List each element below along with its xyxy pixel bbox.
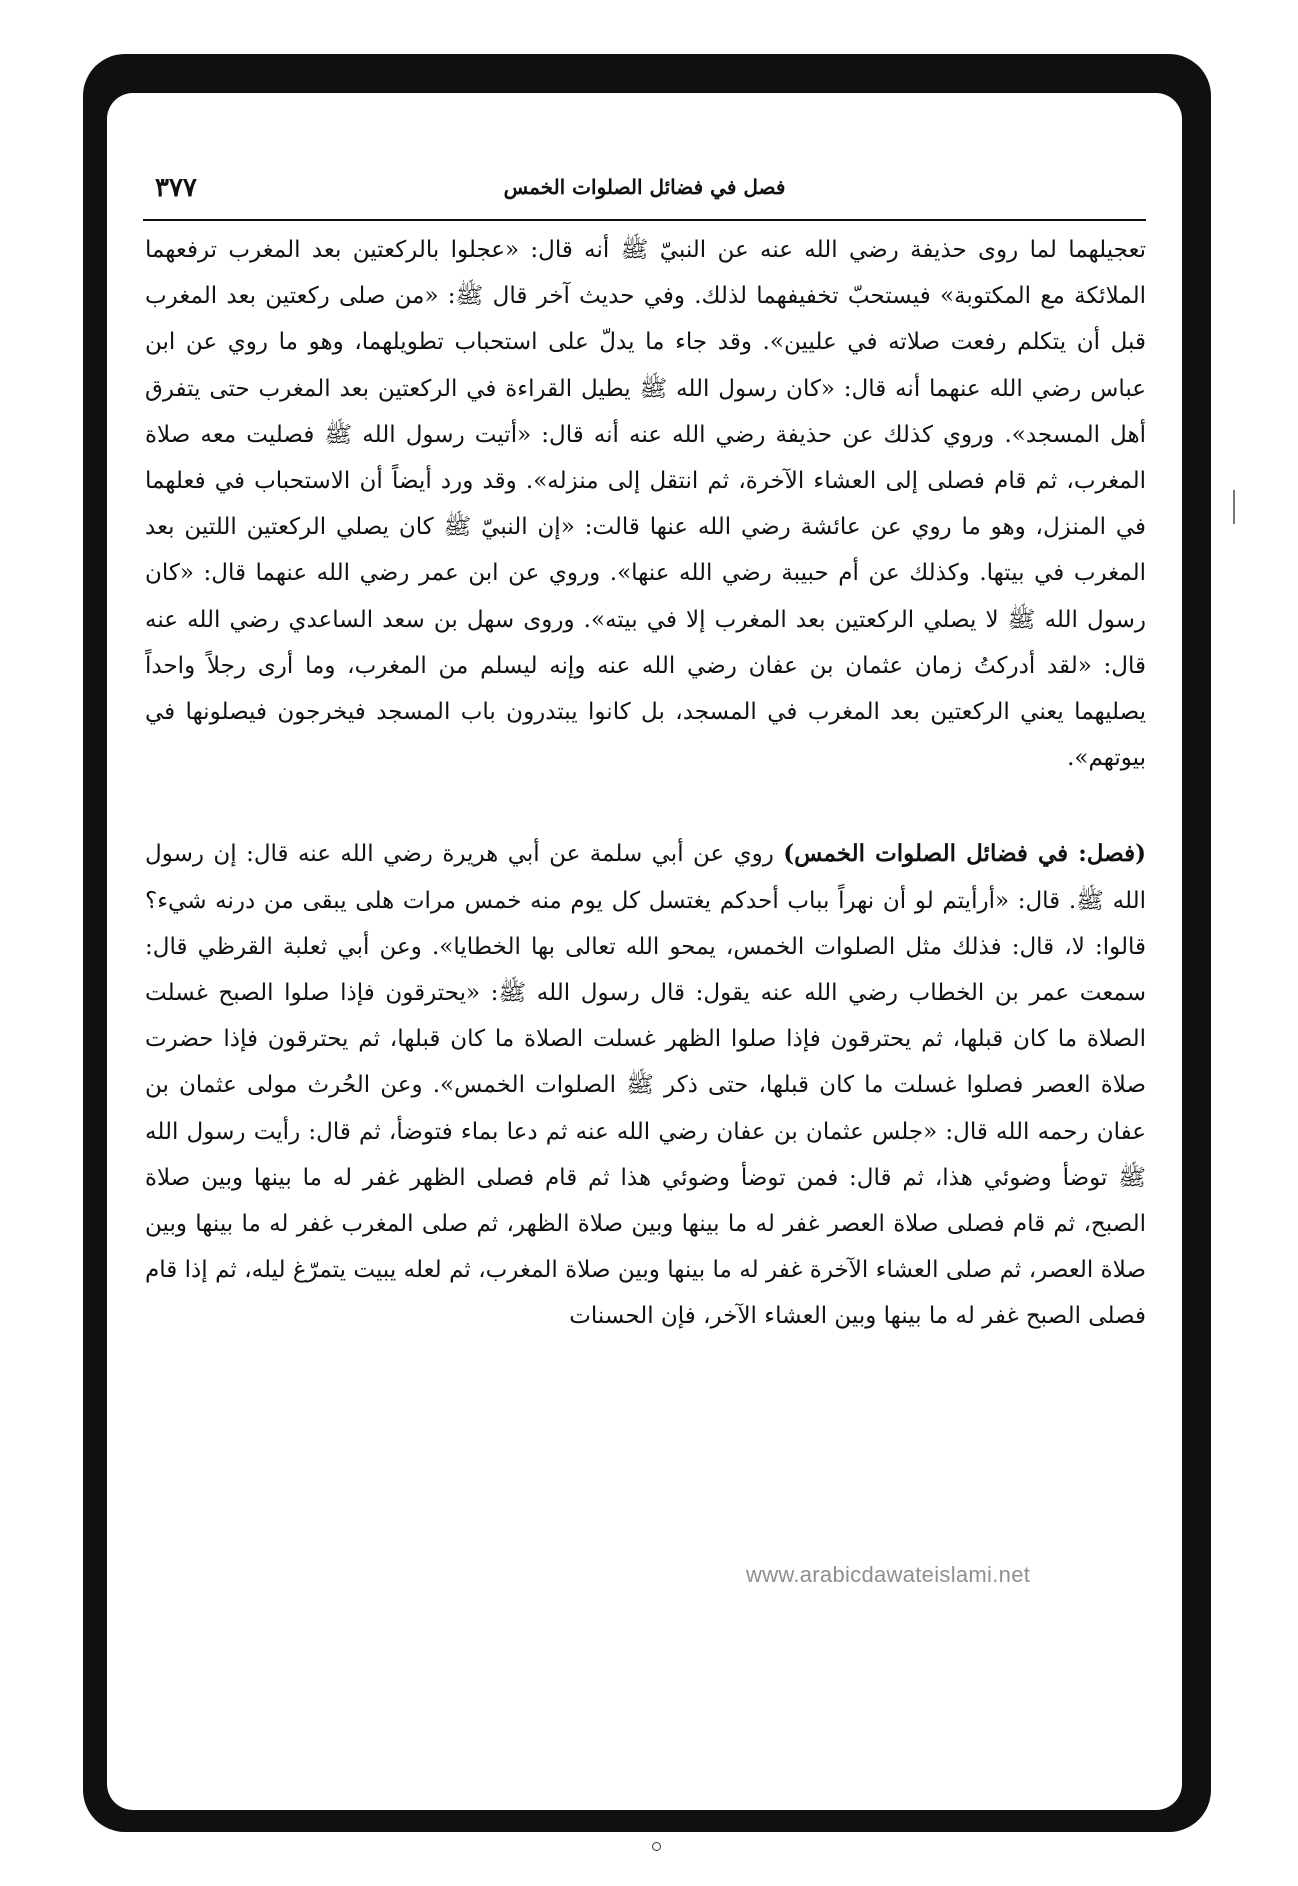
running-header — [143, 171, 1146, 213]
scan-edge-mark — [1233, 490, 1235, 524]
section-heading: (فصل: في فضائل الصلوات الخمس) — [783, 840, 1146, 868]
paragraph-1-text: تعجيلهما لما روى حذيفة رضي الله عنه عن النبيّ ﷺ أنه قال: «عجلوا بالركعتين بعد المغرب ترفعهما الملائكة مع المكتوبة» فيستحبّ تخفيفهما لذلك. وفي حديث آخر قال ﷺ: «من صلى ركعتين بعد المغرب قبل أن يتكلم رفعت صلاته في عليين». وقد جاء ما يدلّ على استحباب تطويلهما، وهو ما روي عن ابن عباس رضي الله عنهما أنه قال: «كان رسول الله ﷺ يطيل القراءة في الركعتين بعد المغرب حتى يتفرق أهل المسجد». وروي كذلك عن حذيفة رضي الله عنه أنه قال: «أتيت رسول الله ﷺ فصليت معه صلاة المغرب، ثم قام فصلى إلى العشاء الآخرة، ثم انتقل إلى منزله». وقد ورد أيضاً أن الاستحباب في فعلهما في المنزل، وهو ما روي عن عائشة رضي الله عنها قالت: «إن النبيّ ﷺ كان يصلي الركعتين اللتين بعد المغرب في بيتها. وكذلك عن أم حبيبة رضي الله عنها». وروي عن ابن عمر رضي الله عنهما قال: «كان رسول الله ﷺ لا يصلي الركعتين بعد المغرب إلا في بيته». وروى سهل بن سعد الساعدي رضي الله عنه قال: «لقد أدركتُ زمان عثمان بن عفان رضي الله عنه وإنه ليسلم من المغرب، وما أرى رجلاً واحداً يصليهما يعني الركعتين بعد المغرب في المسجد، بل كانوا يبتدرون باب المسجد فيخرجون فيصلونها في بيوتهم». — [145, 237, 1146, 772]
book-page — [107, 93, 1182, 1810]
site-watermark: www.arabicdawateislami.net — [746, 1562, 1031, 1587]
header-title: فصل في فضائل الصلوات الخمس — [503, 175, 786, 199]
paragraph-1 — [145, 227, 1146, 781]
paragraph-2 — [145, 831, 1146, 1339]
paragraph-2-text: روي عن أبي سلمة عن أبي هريرة رضي الله عنه قال: إن رسول الله ﷺ. قال: «أرأيتم لو أن نهراً بباب أحدكم يغتسل كل يوم منه خمس مرات هلى يبقى من درنه شيء؟ قالوا: لا، قال: فذلك مثل الصلوات الخمس، يمحو الله تعالى بها الخطايا». وعن أبي ثعلبة القرظي قال: سمعت عمر بن الخطاب رضي الله عنه يقول: قال رسول الله ﷺ: «يحترقون فإذا صلوا الصبح غسلت الصلاة ما كان قبلها، ثم يحترقون فإذا صلوا الظهر غسلت الصلاة ما كان قبلها، ثم يحترقون فإذا حضرت صلاة العصر فصلوا غسلت ما كان قبلها، حتى ذكر ﷺ الصلوات الخمس». وعن الحُرث مولى عثمان بن عفان رحمه الله قال: «جلس عثمان بن عفان رضي الله عنه ثم دعا بماء فتوضأ، ثم قال: رأيت رسول الله ﷺ توضأ وضوئي هذا، ثم قال: فمن توضأ وضوئي هذا ثم قام فصلى الظهر غفر له ما بينها وبين صلاة الصبح، ثم قام فصلى صلاة العصر غفر له ما بينها وبين صلاة الظهر، ثم صلى المغرب غفر له ما بينها وبين صلاة العصر، ثم صلى العشاء الآخرة غفر له ما بينها وبين صلاة المغرب، ثم لعله يبيت يتمرّغ ليله، ثم إذا قام فصلى الصبح غفر له ما بينها وبين العشاء الآخر، فإن الحسنات — [145, 841, 1146, 1330]
page-number: ٣٧٧ — [155, 173, 197, 203]
page-body — [145, 227, 1146, 1340]
scan-dot-mark — [652, 1842, 661, 1851]
header-divider — [143, 219, 1146, 221]
